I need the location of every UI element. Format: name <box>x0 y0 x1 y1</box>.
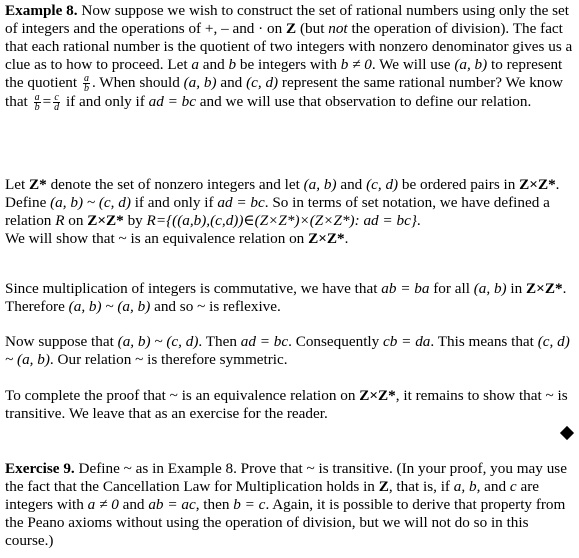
fraction-c-d: $\frac{c}{d}$ <box>54 92 60 114</box>
fraction-a-b: $\frac{a}{b}$ <box>34 92 40 114</box>
reflexive-paragraph: Since multiplication of integers is commutative, we have that ab = ba for all (a, b) in Z×Z*. Therefore (a, b) ~ (a, b) and so ~ is reflexive. <box>5 280 567 315</box>
quotient-fraction: $\frac{a}{b}$ <box>83 73 89 95</box>
exercise-9-label: Exercise 9. <box>5 460 75 477</box>
definition-paragraph: Let Z* denote the set of nonzero integers and let (a, b) and (c, d) be ordered pairs in Z×Z*. Define (a, b) ~ (c, d) if and only if ad = bc. So in terms of set notation, we have defined a relation R on Z×Z* by R={((a,b),(c,d))∈(Z×Z*)×(Z×Z*): ad = bc}. We will show that ~ is an equivalence relation on Z×Z*. <box>5 176 560 247</box>
end-of-example-diamond-icon <box>560 426 574 440</box>
exercise-9-paragraph: Exercise 9. Define ~ as in Example 8. Prove that ~ is transitive. (In your proof, you may use the fact that the Cancellation Law for Multiplication holds in Z, that is, if a, b, and c are integers with a ≠ 0 and ab = ac, then b = c. Again, it is possible to derive that property from the Peano axioms without using the operation of division, but we will not do so in this course.) <box>5 460 567 549</box>
transitive-paragraph: To complete the proof that ~ is an equivalence relation on Z×Z*, it remains to show that ~ is transitive. We leave that as an exercise for the reader. <box>5 387 568 422</box>
symmetric-paragraph: Now suppose that (a, b) ~ (c, d). Then ad = bc. Consequently cb = da. This means that (c, d) ~ (a, b). Our relation ~ is therefore symmetric. <box>5 333 570 368</box>
example-8-paragraph: Example 8. Now suppose we wish to construct the set of rational numbers using only the set of integers and the operations of +, – and · on Z (but not the operation of division). The fact that each rational number is the quotient of two integers with nonzero denominator gives us a clue as to how to proceed. Let a and b be integers with b ≠ 0. We will use (a, b) to represent the quotient $\frac{a}{b}$ . When should (a, b) and (c, d) represent the same rational number? We know that $\frac{a}{b}$ = $\frac{c}{d}$ if and only if ad = bc and we will use that observation to define our relation. <box>5 2 573 114</box>
example-8-label: Example 8. <box>5 2 78 19</box>
set-definition-formula: R={((a,b),(c,d))∈(Z×Z*)×(Z×Z*): ad = bc} <box>146 212 417 229</box>
